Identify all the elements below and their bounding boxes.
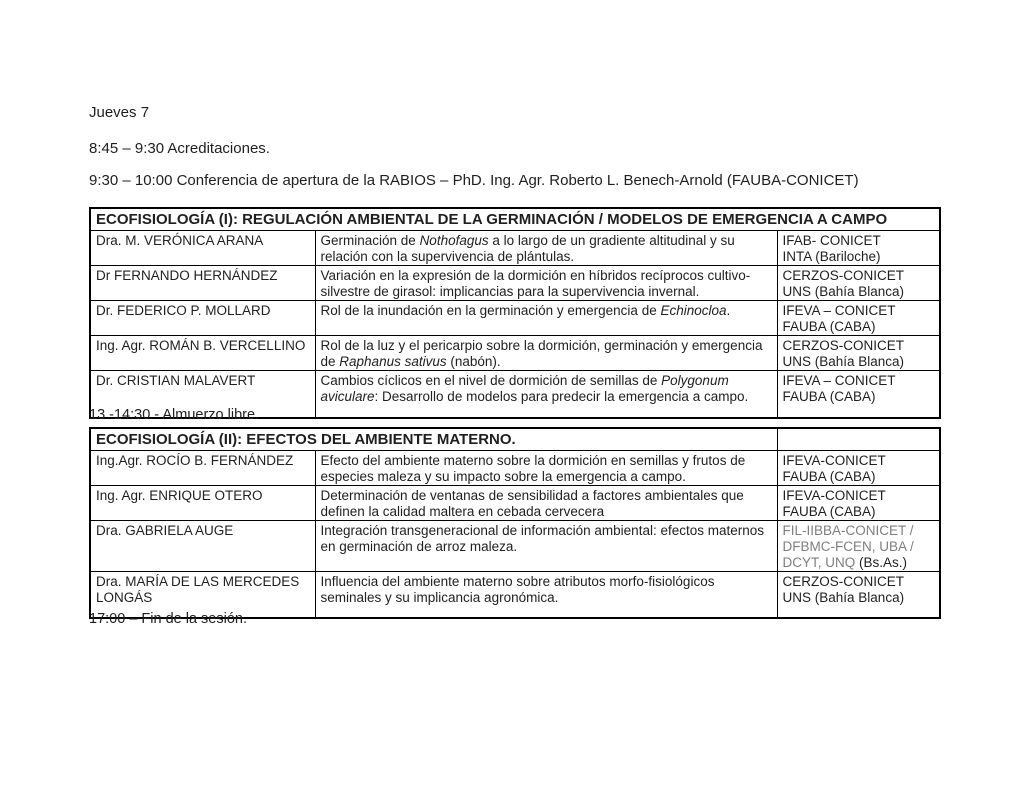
talk-cell: Efecto del ambiente materno sobre la dormición en semillas y frutos de especies maleza y su impacto sobre la emergencia a campo. xyxy=(315,450,777,485)
session-end-line: 17:00 – Fin de la sesión. xyxy=(89,611,247,627)
affiliation-cell: IFEVA – CONICET FAUBA (CABA) xyxy=(777,370,940,418)
session1-header-row xyxy=(90,208,940,230)
table-row xyxy=(90,230,940,265)
session2-header-row xyxy=(90,428,940,450)
table-row xyxy=(90,450,940,485)
speaker-cell: Dr FERNANDO HERNÁNDEZ xyxy=(90,265,315,300)
table-row xyxy=(90,265,940,300)
affiliation-cell: CERZOS-CONICET UNS (Bahía Blanca) xyxy=(777,265,940,300)
affiliation-cell: IFEVA – CONICET FAUBA (CABA) xyxy=(777,300,940,335)
session1-title: ECOFISIOLOGÍA (I): REGULACIÓN AMBIENTAL DE LA GERMINACIÓN / MODELOS DE EMERGENCIA A CAMPO xyxy=(90,208,940,230)
table-row xyxy=(90,300,940,335)
talk-cell: Cambios cíclicos en el nivel de dormición de semillas de Polygonum aviculare: Desarrollo de modelos para predecir la emergencia a campo. xyxy=(315,370,777,418)
speaker-cell: Ing.Agr. ROCÍO B. FERNÁNDEZ xyxy=(90,450,315,485)
speaker-cell: Dr. CRISTIAN MALAVERT xyxy=(90,370,315,418)
speaker-cell: Dr. FEDERICO P. MOLLARD xyxy=(90,300,315,335)
table-row xyxy=(90,520,940,571)
table-row xyxy=(90,335,940,370)
talk-cell: Germinación de Nothofagus a lo largo de un gradiente altitudinal y su relación con la supervivencia de plántulas. xyxy=(315,230,777,265)
affiliation-cell: CERZOS-CONICET UNS (Bahía Blanca) xyxy=(777,335,940,370)
speaker-cell: Ing. Agr. ENRIQUE OTERO xyxy=(90,485,315,520)
session2-title: ECOFISIOLOGÍA (II): EFECTOS DEL AMBIENTE MATERNO. xyxy=(90,428,777,450)
table-row xyxy=(90,485,940,520)
talk-cell: Variación en la expresión de la dormición en híbridos recíprocos cultivo-silvestre de girasol: implicancias para la supervivencia invernal. xyxy=(315,265,777,300)
affiliation-cell: IFEVA-CONICET FAUBA (CABA) xyxy=(777,450,940,485)
day-heading: Jueves 7 xyxy=(89,104,150,121)
talk-cell: Integración transgeneracional de información ambiental: efectos maternos en germinación de arroz maleza. xyxy=(315,520,777,571)
session2-table xyxy=(89,427,941,619)
affiliation-cell: IFEVA-CONICET FAUBA (CABA) xyxy=(777,485,940,520)
session1-table xyxy=(89,207,941,419)
talk-cell: Influencia del ambiente materno sobre atributos morfo-fisiológicos seminales y su implicancia agronómica. xyxy=(315,571,777,618)
speaker-cell: Ing. Agr. ROMÁN B. VERCELLINO xyxy=(90,335,315,370)
speaker-cell: Dra. GABRIELA AUGE xyxy=(90,520,315,571)
empty-header-cell xyxy=(777,428,940,450)
speaker-cell: Dra. MARÍA DE LAS MERCEDES LONGÁS xyxy=(90,571,315,618)
affiliation-cell: FIL-IIBBA-CONICET / DFBMC-FCEN, UBA / DCYT, UNQ (Bs.As.) xyxy=(777,520,940,571)
speaker-cell: Dra. M. VERÓNICA ARANA xyxy=(90,230,315,265)
talk-cell: Rol de la inundación en la germinación y emergencia de Echinocloa. xyxy=(315,300,777,335)
talk-cell: Rol de la luz y el pericarpio sobre la dormición, germinación y emergencia de Raphanus sativus (nabón). xyxy=(315,335,777,370)
affiliation-cell: CERZOS-CONICET UNS (Bahía Blanca) xyxy=(777,571,940,618)
opening-conference-line: 9:30 – 10:00 Conferencia de apertura de la RABIOS – PhD. Ing. Agr. Roberto L. Benech-Arnold (FAUBA-CONICET) xyxy=(89,172,859,189)
talk-cell: Determinación de ventanas de sensibilidad a factores ambientales que definen la calidad maltera en cebada cervecera xyxy=(315,485,777,520)
affiliation-cell: IFAB- CONICET INTA (Bariloche) xyxy=(777,230,940,265)
accreditation-line: 8:45 – 9:30 Acreditaciones. xyxy=(89,140,270,157)
lunch-break-line: 13 -14:30 - Almuerzo libre. xyxy=(89,407,260,423)
